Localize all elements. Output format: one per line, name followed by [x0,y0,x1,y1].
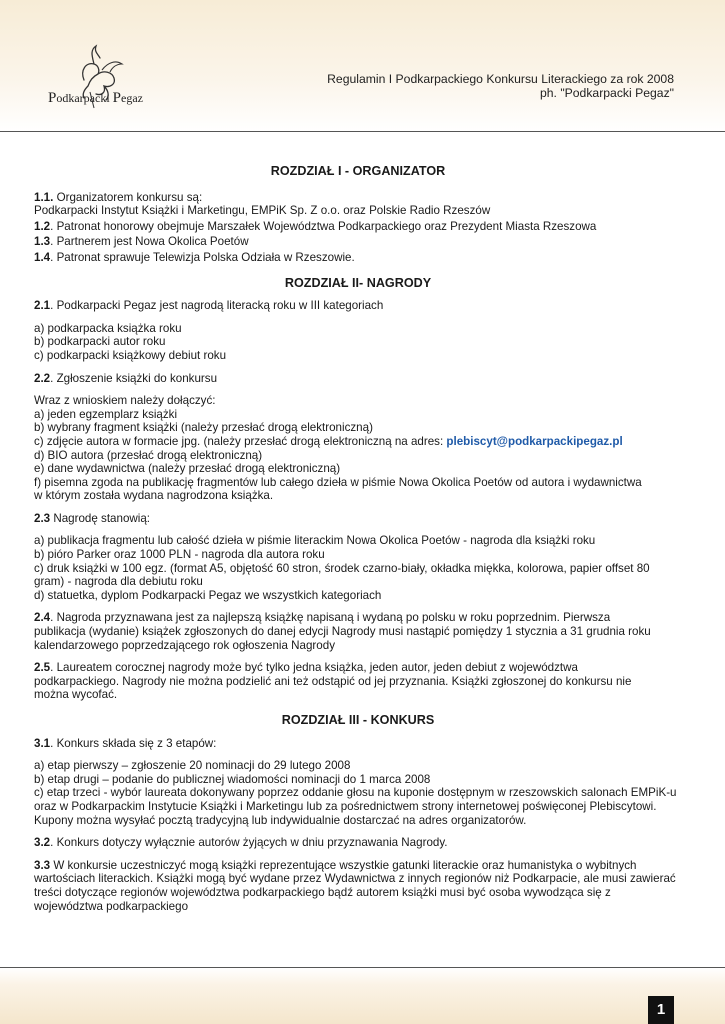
paragraph: 1.1. Organizatorem konkursu są: [34,190,203,204]
header-title-line2: ph. "Podkarpacki Pegaz" [540,86,674,100]
list-item: b) wybrany fragment książki (należy przesłać drogą elektroniczną) [34,421,373,435]
list-item: c) podkarpacki książkowy debiut roku [34,348,227,362]
page-number: 1 [648,996,674,1024]
paragraph: kalendarzowego poprzedzającego rok ogłoszenia Nagrody [34,638,335,652]
paragraph: publikacja (wydanie) książek zgłoszonych do danej edycji Nagrody musi nastąpić pomiędzy 1 stycznia a 31 grudnia roku [34,625,651,639]
paragraph: Wraz z wnioskiem należy dołączyć: [34,394,216,408]
paragraph: wartościach literackich. Książki mogą być wydane przez Wydawnictwa z innych regionów niż Podkarpacie, ale musi zawierać [34,872,676,886]
list-item: oraz w Podkarpackim Instytucie Książki i Marketingu lub za pośrednictwem strony internetowej poświęconej Plebiscytowi. [34,799,657,813]
paragraph: 1.3. Partnerem jest Nowa Okolica Poetów [34,235,249,249]
section-heading: ROZDZIAŁ II- NAGRODY [284,275,432,290]
list-item: d) statuetka, dyplom Podkarpacki Pegaz we wszystkich kategoriach [34,588,382,602]
list-item: gram) - nagroda dla debiutu roku [34,575,203,589]
paragraph: 2.2. Zgłoszenie książki do konkursu [34,371,218,385]
paragraph: 2.1. Podkarpacki Pegaz jest nagrodą literacką roku w III kategoriach [34,299,384,313]
paragraph: 2.4. Nagroda przyznawana jest za najlepszą książkę napisaną i wydaną po polsku w roku poprzednim. Pierwsza [34,611,611,625]
list-item: b) podkarpacki autor roku [34,335,166,349]
document-header-title [327,72,674,100]
paragraph: 2.5. Laureatem corocznej nagrody może być tylko jedna książka, jeden autor, jeden debiut z województwa [34,661,578,675]
document-body [34,165,682,913]
list-item: a) podkarpacka książka roku [34,321,182,335]
footer-band [0,968,725,1024]
list-item: c) zdjęcie autora w formacie jpg. (należy przesłać drogą elektroniczną na adres: plebiscyt@podkarpackipegaz.pl [34,434,623,448]
list-item: a) publikacja fragmentu lub całość dzieła w piśmie literackim Nowa Okolica Poetów - nagroda dla książki roku [34,534,596,548]
header-divider [0,131,725,132]
header-title-line1: Regulamin I Podkarpackiego Konkursu Literackiego za rok 2008 [327,72,674,86]
section-heading: ROZDZIAŁ III - KONKURS [281,713,435,727]
list-item: b) etap drugi – podanie do publicznej wiadomości nominacji do 1 marca 2008 [34,772,431,786]
list-item: c) druk książki w 100 egz. (format A5, objętość 60 stron, środek czarno-biały, okładka miękka, kolorowa, papier offset 80 [34,561,650,575]
list-item: Kupony można wysyłać pocztą tradycyjną lub indywidualnie dostarczać na adres organizatorów. [34,813,527,827]
paragraph: województwa podkarpackiego [34,899,189,913]
list-item: f) pisemna zgoda na publikację fragmentów lub całego dzieła w piśmie Nowa Okolica Poetów od autora i wydawnictwa [34,475,642,489]
paragraph: 2.3 Nagrodę stanowią: [34,511,151,525]
email-link[interactable]: plebiscyt@podkarpackipegaz.pl [446,434,623,448]
list-item: e) dane wydawnictwa (należy przesłać drogą elektroniczną) [34,462,341,476]
paragraph: 3.3 W konkursie uczestniczyć mogą książki reprezentujące wszystkie gatunki literackie oraz humanistyka o wybitnych [34,858,637,872]
paragraph: 1.4. Patronat sprawuje Telewizja Polska Odziała w Rzeszowie. [34,250,355,264]
paragraph: treści dotyczące regionów województwa podkarpackiego bądź autorem książki musi być osoba wywodząca się z [34,885,611,899]
paragraph: 3.1. Konkurs składa się z 3 etapów: [34,736,217,750]
list-item: a) etap pierwszy – zgłoszenie 20 nominacji do 29 lutego 2008 [34,759,351,773]
list-item: d) BIO autora (przesłać drogą elektroniczną) [34,448,263,462]
paragraph: 1.2. Patronat honorowy obejmuje Marszałek Województwa Podkarpackiego oraz Prezydent Miasta Rzeszowa [34,219,597,233]
paragraph: Podkarpacki Instytut Książki i Marketingu, EMPiK Sp. Z o.o. oraz Polskie Radio Rzeszów [34,204,491,218]
paragraph: 3.2. Konkurs dotyczy wyłącznie autorów żyjących w dniu przyznawania Nagrody. [34,836,448,850]
list-item: w którym została wydana nagrodzona książka. [34,489,274,503]
logo-wordmark: Podkarpacki Pegaz [48,90,143,106]
section-heading: ROZDZIAŁ I - ORGANIZATOR [270,164,446,178]
list-item: a) jeden egzemplarz książki [34,407,178,421]
list-item: c) etap trzeci - wybór laureata dokonywany poprzez oddanie głosu na kuponie dostępnym w rzeszowskich salonach EMPiK-u [34,786,677,800]
paragraph: podkarpackiego. Nagrody nie można podzielić ani też odstąpić od jej przyznania. Książki zgłoszonej do konkursu nie [34,674,632,688]
paragraph: można wycofać. [34,688,118,702]
list-item: b) pióro Parker oraz 1000 PLN - nagroda dla autora roku [34,548,325,562]
